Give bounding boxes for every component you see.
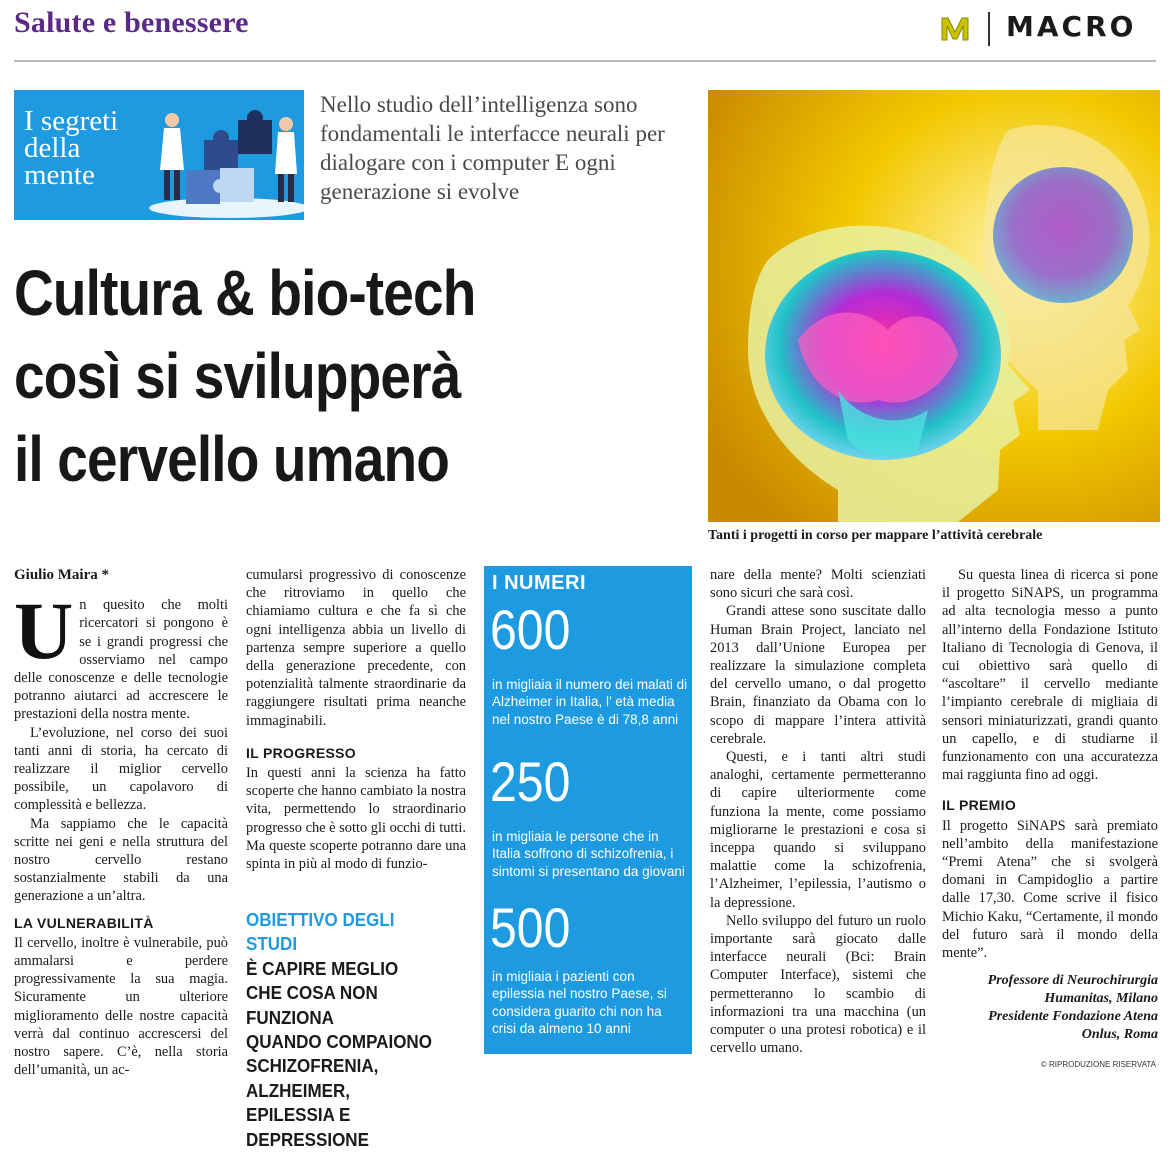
article-paragraph: nare della mente? Molti scienziati sono sicuri che sarà così. — [710, 567, 926, 602]
subheading: IL PREMIO — [942, 797, 1017, 814]
article-paragraph: Questi, e i tanti altri studi analoghi, certamente permetteranno di capire ulteriormente come funziona la mente, come possiamo migliorarne le prestazioni e cosa si inceppa quando si sviluppano malattie come la schizofrenia, l’Alzheimer, l’epilessia, l’autismo o la depressione. — [710, 749, 926, 911]
brain-scan-photo — [708, 90, 1160, 522]
logo-mark — [938, 10, 972, 48]
stat-description: in migliaia il numero dei malati di Alzheimer in Italia, l’ età media nel nostro Paese è di 78,8 anni — [492, 677, 688, 727]
article-column-5 — [942, 566, 1158, 1044]
article-paragraph — [14, 585, 228, 723]
article-column-1 — [14, 566, 228, 1079]
logo-separator — [988, 12, 990, 46]
photo-caption: Tanti i progetti in corso per mappare l’attività cerebrale — [708, 528, 1043, 543]
signature-line: Humanitas, Milano — [1044, 991, 1158, 1007]
pull-quote-line: È CAPIRE MEGLIO — [246, 957, 399, 979]
stat-description: in migliaia le persone che in Italia soffrono di schizofrenia, i sintomi si presentano da giovani — [492, 829, 685, 879]
article-column-4 — [710, 566, 926, 1057]
stat-description: in migliaia i pazienti con epilessia nel nostro Paese, si considera guarito chi non ha crisi da almeno 10 anni — [492, 969, 667, 1036]
macro-logo: MACRO — [1006, 10, 1137, 43]
byline: Giulio Maira * — [14, 567, 109, 583]
headline-line: così si svilupperà — [14, 340, 461, 412]
signature-line: Onlus, Roma — [1081, 1027, 1158, 1043]
pull-quote-line: OBIETTIVO DEGLI STUDI — [246, 909, 395, 955]
pull-quote — [246, 908, 444, 1152]
numbers-title: I NUMERI — [492, 572, 586, 594]
series-label: I segreti della mente — [24, 105, 119, 191]
article-paragraph: Grandi attese sono suscitate dallo Human Brain Project, lanciato nel 2013 dall’Unione Europea per realizzare la simulazione completa del cervello umano, o dal progetto Brain, finanziato da Obama con lo scopo di mappare l’intera attività cerebrale. — [710, 603, 926, 747]
author-signature — [942, 972, 1158, 1044]
article-paragraph: Il progetto SiNAPS sarà premiato nell’ambito della manifestazione “Premi Atena” che si svolgerà domani in Campidoglio a partire dalle 17,30. Come scrive il fisico Michio Kaku, “Certamente, il mondo del futuro sarà il mondo della mente”. — [942, 817, 1158, 962]
pull-quote-line: QUANDO COMPAIONO — [246, 1031, 432, 1053]
drop-cap: U — [14, 585, 74, 677]
copyright-notice: © RIPRODUZIONE RISERVATA — [1040, 1060, 1156, 1069]
article-paragraph: L’evoluzione, nel corso dei suoi tanti anni di storia, ha cercato di realizzare il miglior cervello possibile, un capolavoro di complessità e bellezza. — [14, 724, 228, 814]
headline-line: Cultura & bio-tech — [14, 257, 476, 329]
stat-value: 250 — [490, 750, 571, 813]
article-paragraph: cumularsi progressivo di conoscenze che ritroviamo in quello che chiamiamo cultura e che fa sì che ogni intelligenza abbia un livello di partenza sempre superiore a quello della generazione precedente, con potenzialità talmente straordinarie da raggiungere risultati prima neanche immaginabili. — [246, 567, 466, 729]
article-column-2 — [246, 566, 466, 873]
subheading: IL PROGRESSO — [246, 744, 356, 761]
section-title: Salute e benessere — [14, 6, 249, 39]
pull-quote-line: EPILESSIA E DEPRESSIONE — [246, 1104, 369, 1150]
pull-quote-line: CHE COSA NON FUNZIONA — [246, 982, 378, 1028]
article-paragraph: Ma sappiamo che le capacità scritte nei geni e nella struttura del nostro cervello restano sostanzialmente stabili da una generazione a un’altra. — [14, 815, 228, 905]
article-paragraph: In questi anni la scienza ha fatto scoperte che hanno cambiato la nostra vita, permettendo lo straordinario progresso che è sotto gli occhi di tutti. Ma queste scoperte potranno dare una spinta in più al modo di funzio- — [246, 765, 466, 873]
series-box — [14, 90, 304, 220]
header-divider — [14, 60, 1156, 62]
brain-scan-image — [708, 90, 1160, 522]
paragraph-text: n quesito che molti ricercatori si pongono è se i grandi progressi che osserviamo nel campo delle conoscenze e delle tecnologie potranno aiutarci ad accrescere le prestazioni della nostra mente. — [14, 597, 228, 723]
subheading: LA VULNERABILITÀ — [14, 914, 154, 931]
stat-value: 600 — [490, 598, 571, 661]
stat-value: 500 — [490, 896, 571, 959]
subheadline: Nello studio dell’intelligenza sono fondamentali le interfacce neurali per dialogare con i computer E ogni generazione si evolve — [320, 92, 665, 204]
puzzle-illustration — [134, 90, 304, 220]
article-paragraph: Il cervello, inoltre è vulnerabile, può ammalarsi e perdere progressivamente la sua magia. Sicuramente un ulteriore miglioramento delle nostre capacità verrà dal continuo accrescersi del nostro sapere. C’è, nella storia dell’umanità, un ac- — [14, 934, 228, 1079]
pull-quote-line: SCHIZOFRENIA, ALZHEIMER, — [246, 1055, 379, 1101]
signature-line: Presidente Fondazione Atena — [988, 1009, 1158, 1025]
headline — [14, 252, 607, 501]
headline-line: il cervello umano — [14, 423, 450, 495]
article-paragraph: Su questa linea di ricerca si pone il progetto SiNAPS, un programma ad alta tecnologia messo a punto all’interno della Fondazione Istituto Italiano di Tecnologia di Genova, il cui obiettivo sarà quello di “ascoltare” il cervello mediante l’impianto cerebrale di migliaia di sensori miniaturizzati, grandi quanto un capello, e di studiarne il funzionamento con una accuratezza mai raggiunta fino ad oggi. — [942, 567, 1158, 784]
article-paragraph: Nello sviluppo del futuro un ruolo importante sarà giocato dalle interfacce neurali (Bci: Brain Computer Interface), sistemi che permetteranno lo scambio di informazioni tra una macchina (un computer o una protesi robotica) e il cervello umano. — [710, 912, 926, 1057]
numbers-box — [484, 566, 692, 1054]
signature-line: Professore di Neurochirurgia — [987, 973, 1158, 989]
